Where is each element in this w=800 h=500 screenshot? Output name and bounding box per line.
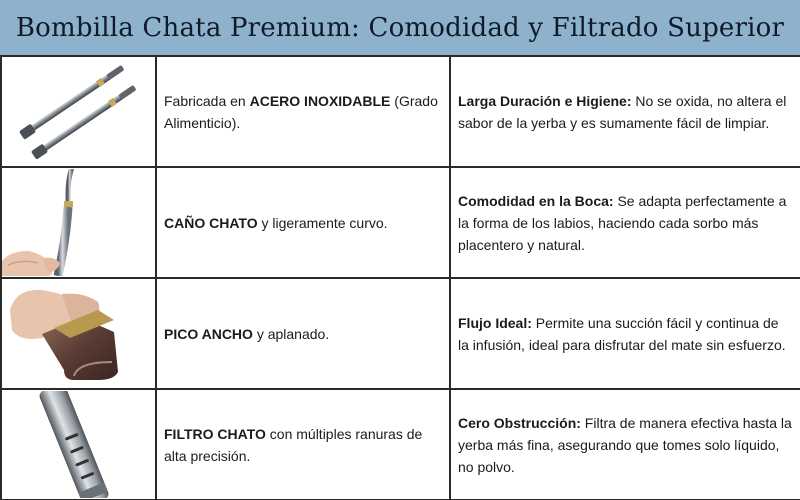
feature-cell xyxy=(156,389,450,500)
features-table xyxy=(0,55,800,500)
feature-highlight: ACERO INOXIDABLE xyxy=(249,92,391,109)
product-image-cell xyxy=(1,389,156,500)
table-row xyxy=(1,278,800,389)
benefit-text: Larga Duración e Higiene: No se oxida, no altera el sabor de la yerba y es sumamente fácil de limpiar. xyxy=(458,92,787,131)
benefit-cell xyxy=(450,278,800,389)
table-row xyxy=(1,389,800,500)
benefit-title: Flujo Ideal: xyxy=(458,314,532,331)
table-row xyxy=(1,56,800,167)
flat-mouthpiece-icon xyxy=(2,280,153,387)
benefit-title: Larga Duración e Higiene: xyxy=(458,92,632,109)
benefit-text: Flujo Ideal: Permite una succión fácil y continua de la infusión, ideal para disfrutar del mate sin esfuerzo. xyxy=(458,314,786,353)
benefit-text: Cero Obstrucción: Filtra de manera efectiva hasta la yerba más fina, asegurando que tomes solo líquido, no polvo. xyxy=(458,414,792,475)
feature-text: Fabricada en ACERO INOXIDABLE (Grado Alimenticio). xyxy=(164,92,438,131)
feature-highlight: PICO ANCHO xyxy=(164,325,253,342)
two-straws-icon xyxy=(2,58,153,165)
page-title: Bombilla Chata Premium: Comodidad y Filtrado Superior xyxy=(15,13,785,43)
title-banner xyxy=(0,0,800,56)
benefit-cell xyxy=(450,167,800,278)
benefit-cell xyxy=(450,389,800,500)
product-image-cell xyxy=(1,56,156,167)
feature-cell xyxy=(156,278,450,389)
curved-straw-in-hand-icon xyxy=(2,169,153,276)
product-image-cell xyxy=(1,167,156,278)
feature-cell xyxy=(156,167,450,278)
feature-text: CAÑO CHATO y ligeramente curvo. xyxy=(164,214,388,231)
benefit-cell xyxy=(450,56,800,167)
feature-cell xyxy=(156,56,450,167)
table-row xyxy=(1,167,800,278)
product-image-cell xyxy=(1,278,156,389)
slotted-filter-icon xyxy=(2,391,153,498)
feature-text: FILTRO CHATO con múltiples ranuras de alta precisión. xyxy=(164,425,423,464)
benefit-title: Cero Obstrucción: xyxy=(458,414,581,431)
feature-text: PICO ANCHO y aplanado. xyxy=(164,325,330,342)
benefit-title: Comodidad en la Boca: xyxy=(458,192,614,209)
feature-highlight: CAÑO CHATO xyxy=(164,214,258,231)
feature-highlight: FILTRO CHATO xyxy=(164,425,266,442)
benefit-text: Comodidad en la Boca: Se adapta perfectamente a la forma de los labios, haciendo cada sorbo más placentero y natural. xyxy=(458,192,787,253)
